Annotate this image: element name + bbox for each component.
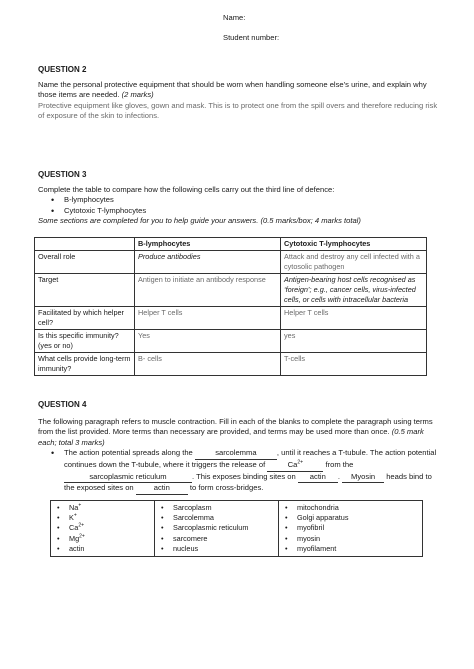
comparison-table — [34, 237, 427, 376]
list-item — [69, 523, 150, 533]
word-superscript: 2+ — [78, 522, 85, 529]
question-2 — [38, 65, 438, 122]
question-2-answer[interactable]: Protective equipment like gloves, gown and mask. This is to protect one from the spill overs and therefore reducing risk of exposure of the skin to infections. — [38, 100, 438, 121]
blank-5[interactable]: Myosin — [342, 472, 384, 484]
word-bank-column-2 — [155, 501, 279, 557]
t-lymphocyte-cell[interactable]: T-cells — [281, 353, 427, 376]
cloze-text: heads bind to the exposed sites on — [64, 471, 432, 493]
question-3-prompt: Complete the table to compare how the following cells carry out the third line of defence: — [38, 184, 335, 194]
blank-1[interactable]: sarcolemma — [195, 448, 277, 460]
cloze-text: , until it reaches a T-tubule. The action potential continues down the T-tubule, where it triggers the release of — [64, 448, 437, 469]
table-row — [35, 251, 427, 274]
cloze-text: The action potential spreads along the — [64, 448, 193, 458]
t-lymphocyte-cell[interactable]: Helper T cells — [281, 307, 427, 330]
word-term: Ca — [69, 523, 79, 533]
question-4 — [38, 400, 438, 495]
question-4-prompt-text: The following paragraph refers to muscle contraction. Fill in each of the blanks to complete the paragraph using terms from the list provided. More terms than necessary are provided, and terms may be used more than once. — [38, 416, 433, 437]
question-4-marks: (0.5 mark each; total 3 marks) — [38, 427, 424, 447]
word-term: Mg — [69, 533, 80, 543]
list-item: • mitochondria — [297, 503, 418, 513]
b-lymphocyte-cell[interactable]: Antigen to initiate an antibody response — [135, 274, 281, 307]
table-row — [35, 307, 427, 330]
word-bank — [50, 500, 423, 557]
word-term: actin — [69, 543, 85, 553]
table-row — [35, 274, 427, 307]
question-2-prompt-text: Name the personal protective equipment that should be worn when handling someone else’s urine, and explain why those items are needed. — [38, 79, 427, 100]
question-3-heading: QUESTION 3 — [38, 170, 87, 179]
blank-2-text: Ca — [287, 459, 298, 469]
question-4-heading: QUESTION 4 — [38, 400, 87, 409]
table-row — [35, 330, 427, 353]
list-item: • B-lymphocytes — [64, 195, 438, 206]
row-label: Overall role — [35, 251, 135, 274]
word-superscript: + — [78, 502, 82, 509]
list-item: • myofibril — [297, 523, 418, 533]
b-lymphocyte-cell[interactable]: B- cells — [135, 353, 281, 376]
question-4-paragraph — [38, 448, 438, 494]
word-superscript: 2+ — [79, 533, 85, 540]
table-header-cell: B-lymphocytes — [135, 238, 281, 251]
cloze-text: to form cross-bridges. — [189, 483, 264, 493]
question-3 — [38, 170, 438, 227]
question-3-note: Some sections are completed for you to help guide your answers. (0.5 marks/box; 4 marks total) — [38, 216, 361, 226]
list-item: • sarcomere — [173, 534, 274, 544]
word-superscript: + — [73, 512, 77, 519]
table-row — [35, 353, 427, 376]
row-label: Facilitated by which helper cell? — [35, 307, 135, 330]
list-item: • Sarcoplasm — [173, 503, 274, 513]
question-2-heading: QUESTION 2 — [38, 65, 87, 74]
t-lymphocyte-cell[interactable]: Attack and destroy any cell infected with a cytosolic pathogen — [281, 251, 427, 274]
cloze-text: . This exposes binding sites on — [192, 471, 296, 481]
list-item: • myofilament — [297, 544, 418, 554]
name-label: Name: — [223, 13, 246, 22]
cloze-text: . — [337, 471, 340, 481]
list-item: • Sarcoplasmic reticulum — [173, 523, 274, 533]
list-item — [69, 534, 150, 544]
table-header-cell — [35, 238, 135, 251]
question-2-prompt — [38, 80, 438, 101]
blank-4[interactable]: actin — [298, 472, 338, 484]
list-item: • Cytotoxic T-lymphocytes — [64, 206, 438, 217]
blank-6[interactable]: actin — [136, 483, 188, 495]
table-header-row — [35, 238, 427, 251]
word-bank-column-1 — [51, 501, 155, 557]
row-label: Is this specific immunity? (yes or no) — [35, 330, 135, 353]
question-2-marks: (2 marks) — [121, 90, 154, 100]
list-item — [69, 513, 150, 523]
row-label: What cells provide long-term immunity? — [35, 353, 135, 376]
b-lymphocyte-cell[interactable]: Helper T cells — [135, 307, 281, 330]
t-lymphocyte-cell: Antigen-bearing host cells recognised as ‘foreign’; e.g., cancer cells, virus-infected cells, or cells with intracellular bacteria — [281, 274, 427, 307]
list-item: • nucleus — [173, 544, 274, 554]
word-bank-column-3 — [279, 501, 423, 557]
cloze-text: from the — [325, 459, 354, 469]
student-number-label: Student number: — [223, 33, 280, 42]
blank-2-superscript: 2+ — [297, 459, 304, 466]
word-term: K — [69, 513, 74, 523]
blank-3[interactable]: sarcoplasmic reticulum — [64, 472, 192, 484]
b-lymphocyte-cell: Produce antibodies — [135, 251, 281, 274]
list-item — [69, 544, 150, 554]
question-4-prompt — [38, 417, 438, 449]
list-item: • Sarcolemma — [173, 513, 274, 523]
blank-2[interactable] — [267, 460, 323, 472]
cloze-paragraph — [64, 448, 438, 494]
list-item: • myosin — [297, 534, 418, 544]
table-header-cell: Cytotoxic T-lymphocytes — [281, 238, 427, 251]
t-lymphocyte-cell[interactable]: yes — [281, 330, 427, 353]
b-lymphocyte-cell[interactable]: Yes — [135, 330, 281, 353]
row-label: Target — [35, 274, 135, 307]
list-item — [69, 503, 150, 513]
question-3-cell-list — [38, 195, 438, 216]
list-item: • Golgi apparatus — [297, 513, 418, 523]
word-term: Na — [69, 503, 79, 512]
